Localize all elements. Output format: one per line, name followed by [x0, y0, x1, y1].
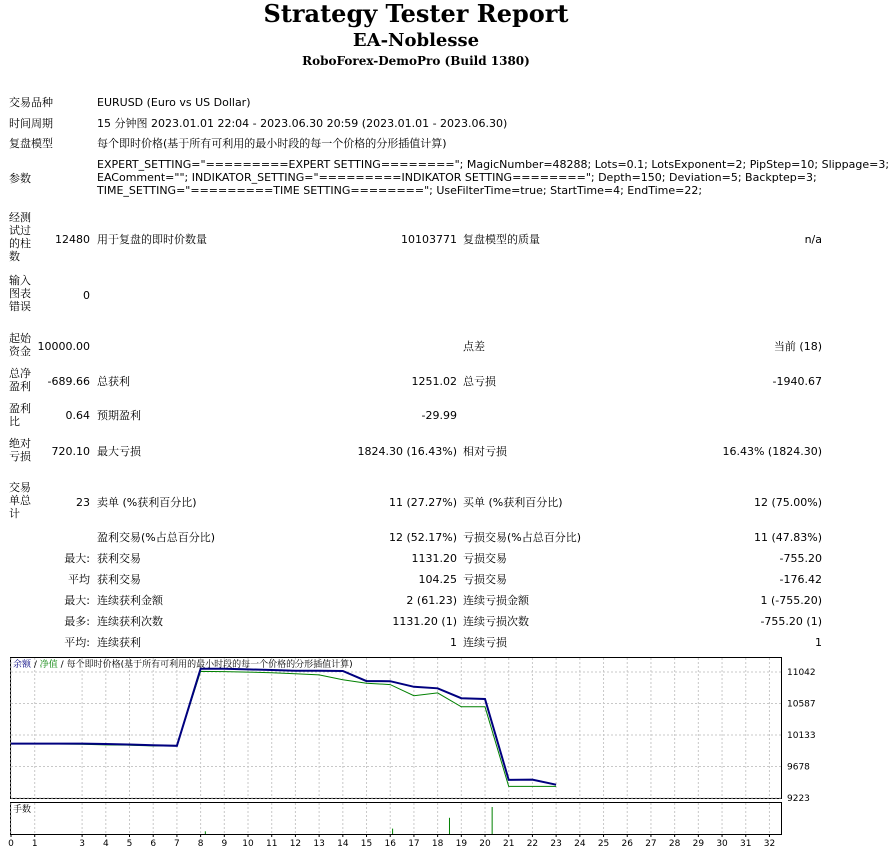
- x-tick-label: 3: [79, 839, 85, 849]
- stat-row-label: 获利交易: [97, 573, 141, 586]
- x-tick-label: 21: [503, 839, 515, 849]
- legend-model: 每个即时价格(基于所有可利用的最小时段的每一个价格的分形插值计算): [66, 660, 353, 670]
- errors-label: 输入图表错误: [9, 274, 31, 313]
- x-tick-label: 13: [313, 839, 325, 849]
- x-tick-label: 29: [692, 839, 705, 849]
- y-tick-label: 10587: [787, 699, 816, 710]
- balance-chart: [10, 657, 822, 857]
- x-tick-label: 6: [150, 839, 157, 849]
- y-tick-label: 9678: [787, 762, 810, 773]
- stat-row-value: 2 (61.23): [406, 594, 457, 607]
- x-tick-label: 7: [174, 839, 180, 849]
- max-drawdown-label: 最大亏损: [97, 445, 141, 458]
- ticks-label: 用于复盘的即时价数量: [97, 233, 207, 246]
- legend-balance: 余额: [13, 660, 32, 670]
- x-tick-label: 17: [408, 839, 420, 849]
- stat-row-label: 获利交易: [97, 552, 141, 565]
- x-tick-label: 23: [550, 839, 562, 849]
- x-axis-ticks: [8, 834, 775, 849]
- quality-label: 复盘模型的质量: [463, 233, 540, 246]
- expected-payoff-label: 预期盈利: [97, 409, 141, 422]
- x-tick-label: 14: [337, 839, 349, 849]
- stat-row-label: 连续亏损金额: [463, 594, 529, 607]
- spread-value: 当前 (18): [773, 340, 822, 353]
- y-tick-label: 9223: [787, 794, 810, 804]
- report-title: Strategy Tester Report: [263, 0, 569, 28]
- stat-row-prefix: 最大:: [64, 594, 90, 607]
- long-positions-label: 买单 (%获利百分比): [463, 496, 563, 509]
- net-profit-value: -689.66: [47, 375, 90, 388]
- total-trades-label: 交易单总计: [9, 481, 31, 520]
- stat-row-value: 1: [450, 636, 457, 649]
- long-positions-value: 12 (75.00%): [753, 496, 822, 509]
- params-line-1: EXPERT_SETTING="=========EXPERT SETTING========"; MagicNumber=48288; Lots=0.1; LotsExponent=2; PipStep=10; Slippage=3;: [97, 158, 889, 171]
- max-drawdown-value: 1824.30 (16.43%): [357, 445, 457, 458]
- profit-factor-value: 0.64: [65, 409, 90, 422]
- gross-profit-value: 1251.02: [411, 375, 457, 388]
- chart-legend: [13, 658, 353, 670]
- y-tick-label: 10133: [787, 730, 816, 741]
- net-profit-label: 总净盈利: [9, 367, 31, 393]
- x-tick-label: 8: [197, 839, 204, 849]
- params-label: 参数: [9, 172, 31, 185]
- svg-text:余额 / 净值 / 每个即时价格(基于所有可利用的最小时段的: 余额 / 净值 / 每个即时价格(基于所有可利用的最小时段的每一个价格的分形插值计算): [13, 660, 353, 670]
- y-tick-label: 11042: [787, 668, 816, 678]
- stat-row-value: 1131.20: [411, 552, 457, 565]
- y-axis-ticks: [787, 668, 816, 804]
- x-tick-label: 12: [289, 839, 302, 849]
- short-positions-label: 卖单 (%获利百分比): [97, 496, 197, 509]
- lots-label: 手数: [13, 805, 32, 815]
- x-tick-label: 28: [668, 839, 681, 849]
- loss-trades-label: 亏损交易(%占总百分比): [463, 531, 582, 544]
- period-value: 15 分钟图 2023.01.01 22:04 - 2023.06.30 20:59 (2023.01.01 - 2023.06.30): [97, 117, 508, 130]
- stat-row-label: 连续亏损次数: [463, 615, 529, 628]
- x-tick-label: 27: [645, 839, 657, 849]
- symbol-label: 交易品种: [9, 96, 53, 109]
- short-positions-value: 11 (27.27%): [388, 496, 457, 509]
- x-tick-label: 32: [763, 839, 776, 849]
- initial-deposit-value: 10000.00: [37, 340, 90, 353]
- x-tick-label: 24: [574, 839, 586, 849]
- quality-value: n/a: [804, 233, 822, 246]
- absolute-drawdown-value: 720.10: [51, 445, 90, 458]
- x-tick-label: 22: [526, 839, 539, 849]
- loss-trades-value: 11 (47.83%): [753, 531, 822, 544]
- relative-drawdown-label: 相对亏损: [463, 445, 507, 458]
- profit-trades-value: 12 (52.17%): [388, 531, 457, 544]
- params-line-2: EAComment=""; INDIKATOR_SETTING="=========INDIKATOR SETTING========"; Depth=150; Deviation=5; Backptep=3;: [97, 171, 817, 184]
- x-tick-label: 18: [431, 839, 444, 849]
- x-tick-label: 5: [126, 839, 133, 849]
- stat-row-label: 连续获利: [97, 636, 141, 649]
- stat-row-value: -755.20: [779, 552, 822, 565]
- stat-row-value: -755.20 (1): [760, 615, 822, 628]
- x-tick-label: 15: [360, 839, 373, 849]
- x-tick-label: 4: [102, 839, 109, 849]
- stat-row-value: 1 (-755.20): [760, 594, 822, 607]
- x-tick-label: 10: [242, 839, 254, 849]
- x-tick-label: 20: [479, 839, 491, 849]
- errors-value: 0: [83, 289, 90, 302]
- stat-row-prefix: 最大:: [64, 552, 90, 565]
- expected-payoff-value: -29.99: [421, 409, 457, 422]
- stat-row-label: 连续获利次数: [97, 615, 163, 628]
- x-tick-label: 9: [221, 839, 228, 849]
- ticks-value: 10103771: [401, 233, 457, 246]
- spread-label: 点差: [463, 340, 485, 353]
- stat-row-label: 亏损交易: [463, 573, 507, 586]
- stat-row-prefix: 平均:: [64, 636, 90, 649]
- stat-row-label: 亏损交易: [463, 552, 507, 565]
- model-value: 每个即时价格(基于所有可利用的最小时段的每一个价格的分形插值计算): [97, 137, 447, 150]
- profit-trades-label: 盈利交易(%占总百分比): [97, 531, 216, 544]
- relative-drawdown-value: 16.43% (1824.30): [722, 445, 822, 458]
- period-label: 时间周期: [9, 117, 53, 130]
- x-tick-label: 0: [8, 839, 14, 849]
- params-line-3: TIME_SETTING="=========TIME SETTING========"; UseFilterTime=true; StartTime=4; EndTime=22;: [97, 184, 703, 197]
- x-tick-label: 1: [31, 839, 38, 849]
- stat-row-prefix: 平均: [68, 573, 90, 586]
- x-tick-label: 16: [384, 839, 396, 849]
- stat-row-prefix: 最多:: [64, 615, 90, 628]
- legend-equity: 净值: [39, 660, 58, 670]
- stat-row-value: -176.42: [779, 573, 822, 586]
- bars-label: 经测试过的柱数: [9, 211, 31, 263]
- symbol-value: EURUSD (Euro vs US Dollar): [97, 96, 251, 109]
- x-tick-label: 26: [621, 839, 633, 849]
- stat-row-value: 1: [815, 636, 822, 649]
- stat-row-label: 连续获利金额: [97, 594, 163, 607]
- x-tick-label: 31: [740, 839, 752, 849]
- ea-name: EA-Noblesse: [352, 30, 480, 51]
- total-trades-value: 23: [76, 496, 90, 509]
- bars-value: 12480: [55, 233, 90, 246]
- gross-loss-label: 总亏损: [463, 375, 496, 388]
- x-tick-label: 25: [597, 839, 610, 849]
- x-tick-label: 19: [455, 839, 468, 849]
- stat-row-value: 104.25: [418, 573, 457, 586]
- model-label: 复盘模型: [9, 137, 53, 150]
- initial-deposit-label: 起始资金: [9, 332, 31, 358]
- gross-loss-value: -1940.67: [772, 375, 822, 388]
- absolute-drawdown-label: 绝对亏损: [9, 437, 31, 463]
- lots-plot-frame: [11, 803, 782, 835]
- main-plot-frame: [11, 658, 782, 799]
- stat-row-label: 连续亏损: [463, 636, 507, 649]
- x-tick-label: 30: [716, 839, 728, 849]
- server-info: RoboForex-DemoPro (Build 1380): [302, 54, 530, 68]
- gross-profit-label: 总获利: [97, 375, 130, 388]
- stat-row-value: 1131.20 (1): [392, 615, 457, 628]
- profit-factor-label: 盈利比: [9, 402, 31, 428]
- x-tick-label: 11: [265, 839, 278, 849]
